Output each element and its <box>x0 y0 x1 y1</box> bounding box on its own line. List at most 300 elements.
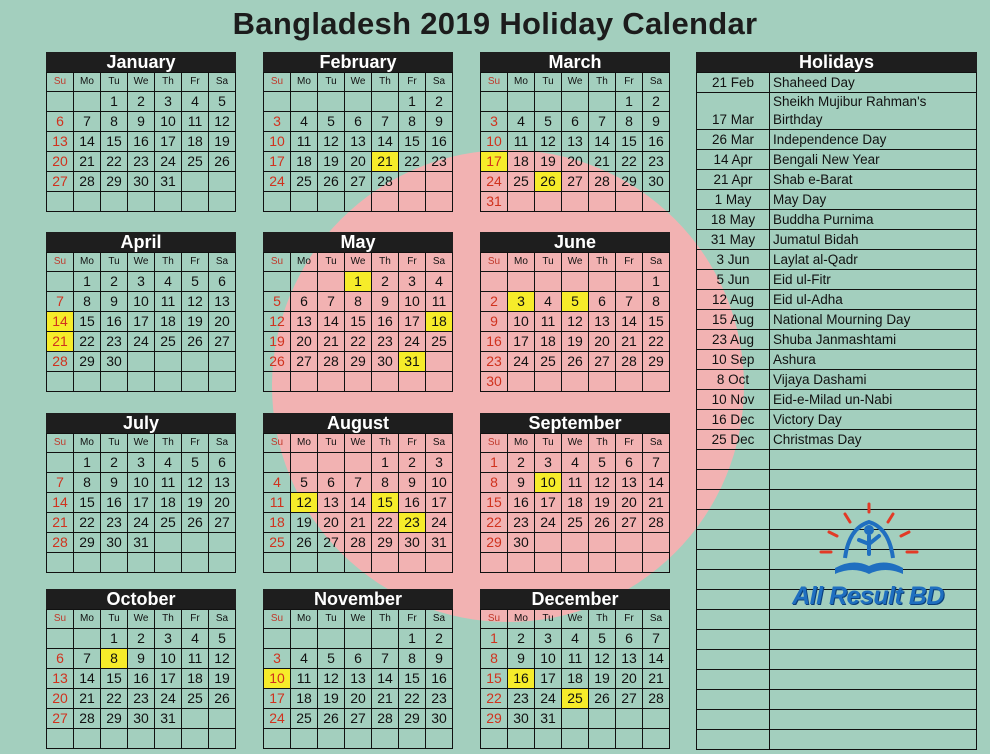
holiday-name: National Mourning Day <box>770 310 977 330</box>
date-cell: 28 <box>643 689 670 709</box>
empty-cell <box>589 372 616 392</box>
empty-cell <box>291 453 318 473</box>
empty-cell <box>535 192 562 212</box>
date-cell: 16 <box>101 312 128 332</box>
date-cell: 9 <box>481 312 508 332</box>
date-cell: 30 <box>101 533 128 553</box>
empty-cell <box>74 372 101 392</box>
date-cell: 6 <box>589 292 616 312</box>
date-cell: 21 <box>372 689 399 709</box>
holiday-date-cell: 25 <box>562 689 589 709</box>
date-cell: 6 <box>291 292 318 312</box>
date-cell: 15 <box>481 493 508 513</box>
date-cell: 21 <box>643 669 670 689</box>
date-cell: 18 <box>155 493 182 513</box>
holiday-date-cell: 17 <box>481 152 508 172</box>
date-cell: 24 <box>264 709 291 729</box>
day-name: Sa <box>426 610 453 629</box>
date-cell: 7 <box>47 473 74 493</box>
date-cell: 23 <box>643 152 670 172</box>
day-name: We <box>128 434 155 453</box>
day-name: Fr <box>182 253 209 272</box>
empty-cell <box>643 553 670 573</box>
date-cell: 14 <box>616 312 643 332</box>
month-title: July <box>46 413 236 433</box>
empty-cell <box>155 553 182 573</box>
day-name: Tu <box>318 253 345 272</box>
date-cell: 20 <box>47 152 74 172</box>
date-cell: 11 <box>535 312 562 332</box>
empty-cell <box>372 372 399 392</box>
empty-cell <box>128 553 155 573</box>
date-cell: 16 <box>101 493 128 513</box>
empty-cell <box>481 272 508 292</box>
empty-cell <box>562 709 589 729</box>
date-cell: 22 <box>481 513 508 533</box>
holiday-date-cell: 10 <box>264 669 291 689</box>
date-cell: 21 <box>74 152 101 172</box>
holiday-date: 23 Aug <box>697 330 770 350</box>
empty-cell <box>562 729 589 749</box>
empty-cell <box>209 553 236 573</box>
day-name: Mo <box>74 253 101 272</box>
date-cell: 3 <box>535 453 562 473</box>
date-cell: 23 <box>426 689 453 709</box>
date-cell: 27 <box>616 689 643 709</box>
day-name: Mo <box>291 253 318 272</box>
empty-cell <box>101 553 128 573</box>
empty-cell <box>47 453 74 473</box>
day-name: Fr <box>399 253 426 272</box>
date-cell: 11 <box>291 132 318 152</box>
date-cell: 18 <box>291 689 318 709</box>
day-name: Mo <box>508 253 535 272</box>
holidays-table <box>696 72 977 750</box>
empty-cell <box>182 729 209 749</box>
date-cell: 14 <box>643 649 670 669</box>
day-name: Su <box>264 610 291 629</box>
day-name: Tu <box>101 434 128 453</box>
day-name: Su <box>47 253 74 272</box>
empty-cell <box>209 352 236 372</box>
empty-cell <box>643 372 670 392</box>
date-cell: 16 <box>399 493 426 513</box>
day-name: Th <box>589 253 616 272</box>
holiday-row <box>697 93 977 130</box>
date-cell: 16 <box>128 132 155 152</box>
empty-cell <box>128 352 155 372</box>
date-cell: 4 <box>535 292 562 312</box>
date-cell: 28 <box>47 533 74 553</box>
month-grid <box>47 73 236 212</box>
date-cell: 7 <box>47 292 74 312</box>
date-cell: 26 <box>318 709 345 729</box>
date-cell: 22 <box>101 689 128 709</box>
day-name: Th <box>372 73 399 92</box>
day-name: Su <box>47 610 74 629</box>
date-cell: 1 <box>643 272 670 292</box>
empty-cell <box>155 372 182 392</box>
date-cell: 13 <box>318 493 345 513</box>
date-cell: 8 <box>372 473 399 493</box>
empty-cell <box>589 92 616 112</box>
empty-cell <box>291 272 318 292</box>
month-grid <box>481 610 670 749</box>
empty-cell <box>264 272 291 292</box>
date-cell: 21 <box>616 332 643 352</box>
date-cell: 25 <box>155 332 182 352</box>
date-cell: 17 <box>426 493 453 513</box>
empty-cell <box>535 272 562 292</box>
holiday-row <box>697 150 977 170</box>
date-cell: 25 <box>291 709 318 729</box>
empty-cell <box>345 629 372 649</box>
holiday-row <box>697 410 977 430</box>
date-cell: 6 <box>47 112 74 132</box>
date-cell: 28 <box>345 533 372 553</box>
empty-cell <box>209 172 236 192</box>
empty-cell <box>372 192 399 212</box>
day-name: Tu <box>318 610 345 629</box>
holiday-name: Shuba Janmashtami <box>770 330 977 350</box>
date-cell: 29 <box>643 352 670 372</box>
date-cell: 28 <box>47 352 74 372</box>
date-cell: 15 <box>345 312 372 332</box>
date-cell: 8 <box>345 292 372 312</box>
date-cell: 2 <box>128 629 155 649</box>
empty-cell <box>399 172 426 192</box>
date-cell: 25 <box>508 172 535 192</box>
holiday-name: Eid ul-Fitr <box>770 270 977 290</box>
date-cell: 14 <box>345 493 372 513</box>
holiday-blank-row <box>697 470 977 490</box>
day-name: Su <box>47 434 74 453</box>
date-cell: 17 <box>128 493 155 513</box>
date-cell: 25 <box>291 172 318 192</box>
day-name: We <box>562 610 589 629</box>
date-cell: 14 <box>47 493 74 513</box>
holiday-row <box>697 250 977 270</box>
date-cell: 20 <box>47 689 74 709</box>
date-cell: 28 <box>318 352 345 372</box>
empty-cell <box>47 372 74 392</box>
date-cell: 5 <box>291 473 318 493</box>
date-cell: 2 <box>508 453 535 473</box>
holiday-date-cell: 5 <box>562 292 589 312</box>
date-cell: 7 <box>372 649 399 669</box>
holiday-name: Laylat al-Qadr <box>770 250 977 270</box>
date-cell: 20 <box>589 332 616 352</box>
empty-cell <box>74 192 101 212</box>
day-name: Th <box>589 73 616 92</box>
date-cell: 22 <box>643 332 670 352</box>
date-cell: 21 <box>318 332 345 352</box>
date-cell: 15 <box>481 669 508 689</box>
empty-cell <box>291 553 318 573</box>
date-cell: 27 <box>318 533 345 553</box>
holiday-name: Independence Day <box>770 130 977 150</box>
empty-cell <box>426 372 453 392</box>
date-cell: 28 <box>74 709 101 729</box>
date-cell: 22 <box>101 152 128 172</box>
date-cell: 9 <box>399 473 426 493</box>
day-name: We <box>562 73 589 92</box>
empty-cell <box>345 192 372 212</box>
date-cell: 31 <box>128 533 155 553</box>
date-cell: 14 <box>643 473 670 493</box>
holiday-date: 15 Aug <box>697 310 770 330</box>
empty-cell <box>399 372 426 392</box>
holiday-date-cell: 1 <box>345 272 372 292</box>
date-cell: 2 <box>643 92 670 112</box>
date-cell: 29 <box>399 709 426 729</box>
date-cell: 1 <box>399 92 426 112</box>
day-name: Mo <box>508 73 535 92</box>
holiday-name: Christmas Day <box>770 430 977 450</box>
date-cell: 15 <box>399 669 426 689</box>
holiday-row <box>697 170 977 190</box>
date-cell: 5 <box>182 453 209 473</box>
date-cell: 6 <box>47 649 74 669</box>
date-cell: 25 <box>562 513 589 533</box>
holiday-row <box>697 230 977 250</box>
month-title: March <box>480 52 670 72</box>
holiday-date: 5 Jun <box>697 270 770 290</box>
date-cell: 30 <box>101 352 128 372</box>
date-cell: 3 <box>264 649 291 669</box>
date-cell: 1 <box>101 629 128 649</box>
empty-cell <box>291 729 318 749</box>
date-cell: 27 <box>47 172 74 192</box>
month-grid <box>264 73 453 212</box>
day-name: Fr <box>182 73 209 92</box>
date-cell: 16 <box>481 332 508 352</box>
date-cell: 5 <box>589 453 616 473</box>
date-cell: 7 <box>318 292 345 312</box>
empty-cell <box>264 372 291 392</box>
holiday-name: Vijaya Dashami <box>770 370 977 390</box>
day-name: Fr <box>182 434 209 453</box>
empty-cell <box>47 92 74 112</box>
holiday-row <box>697 290 977 310</box>
date-cell: 2 <box>508 629 535 649</box>
day-name: Th <box>589 610 616 629</box>
holiday-row <box>697 390 977 410</box>
date-cell: 4 <box>426 272 453 292</box>
date-cell: 2 <box>101 272 128 292</box>
date-cell: 28 <box>616 352 643 372</box>
month-grid <box>264 434 453 573</box>
date-cell: 11 <box>291 669 318 689</box>
date-cell: 7 <box>74 649 101 669</box>
date-cell: 15 <box>616 132 643 152</box>
month-may <box>263 232 453 392</box>
date-cell: 12 <box>318 132 345 152</box>
day-name: Tu <box>535 610 562 629</box>
date-cell: 22 <box>74 332 101 352</box>
holiday-row <box>697 210 977 230</box>
empty-cell <box>562 272 589 292</box>
date-cell: 9 <box>128 112 155 132</box>
day-name: Fr <box>182 610 209 629</box>
date-cell: 29 <box>74 352 101 372</box>
holiday-date-cell: 14 <box>47 312 74 332</box>
empty-cell <box>182 553 209 573</box>
holiday-name: Bengali New Year <box>770 150 977 170</box>
date-cell: 14 <box>589 132 616 152</box>
empty-cell <box>426 352 453 372</box>
date-cell: 11 <box>264 493 291 513</box>
date-cell: 13 <box>616 473 643 493</box>
day-name: Fr <box>399 434 426 453</box>
date-cell: 30 <box>481 372 508 392</box>
date-cell: 31 <box>155 172 182 192</box>
date-cell: 20 <box>291 332 318 352</box>
date-cell: 21 <box>643 493 670 513</box>
date-cell: 22 <box>481 689 508 709</box>
empty-cell <box>101 372 128 392</box>
date-cell: 18 <box>562 493 589 513</box>
day-name: We <box>562 253 589 272</box>
empty-cell <box>562 533 589 553</box>
empty-cell <box>128 192 155 212</box>
date-cell: 7 <box>589 112 616 132</box>
day-name: Sa <box>643 73 670 92</box>
empty-cell <box>399 192 426 212</box>
date-cell: 11 <box>562 649 589 669</box>
date-cell: 9 <box>101 292 128 312</box>
empty-cell <box>47 729 74 749</box>
day-name: Su <box>481 73 508 92</box>
date-cell: 16 <box>426 669 453 689</box>
date-cell: 13 <box>209 292 236 312</box>
empty-cell <box>345 372 372 392</box>
empty-cell <box>589 553 616 573</box>
empty-cell <box>264 192 291 212</box>
date-cell: 12 <box>182 473 209 493</box>
date-cell: 20 <box>318 513 345 533</box>
date-cell: 23 <box>372 332 399 352</box>
date-cell: 13 <box>345 669 372 689</box>
date-cell: 23 <box>481 352 508 372</box>
date-cell: 17 <box>399 312 426 332</box>
date-cell: 25 <box>426 332 453 352</box>
date-cell: 12 <box>562 312 589 332</box>
date-cell: 18 <box>155 312 182 332</box>
day-name: Su <box>264 434 291 453</box>
date-cell: 4 <box>562 629 589 649</box>
month-december <box>480 589 670 749</box>
date-cell: 2 <box>101 453 128 473</box>
holidays-header: Holidays <box>696 52 977 72</box>
date-cell: 14 <box>74 132 101 152</box>
date-cell: 13 <box>209 473 236 493</box>
date-cell: 4 <box>155 272 182 292</box>
holiday-row <box>697 270 977 290</box>
date-cell: 14 <box>318 312 345 332</box>
holiday-blank-row <box>697 630 977 650</box>
date-cell: 24 <box>399 332 426 352</box>
day-name: Th <box>372 434 399 453</box>
date-cell: 3 <box>128 272 155 292</box>
empty-cell <box>155 352 182 372</box>
empty-cell <box>209 533 236 553</box>
date-cell: 14 <box>372 669 399 689</box>
empty-cell <box>372 729 399 749</box>
date-cell: 10 <box>426 473 453 493</box>
holiday-date-cell: 21 <box>47 332 74 352</box>
date-cell: 7 <box>372 112 399 132</box>
empty-cell <box>318 453 345 473</box>
date-cell: 17 <box>508 332 535 352</box>
date-cell: 2 <box>481 292 508 312</box>
date-cell: 19 <box>318 689 345 709</box>
date-cell: 6 <box>616 453 643 473</box>
date-cell: 8 <box>74 473 101 493</box>
date-cell: 18 <box>182 132 209 152</box>
date-cell: 10 <box>155 649 182 669</box>
day-name: Tu <box>101 73 128 92</box>
day-name: Mo <box>291 73 318 92</box>
date-cell: 20 <box>616 493 643 513</box>
date-cell: 30 <box>128 172 155 192</box>
month-title: September <box>480 413 670 433</box>
day-name: Th <box>155 253 182 272</box>
holiday-name: Buddha Purnima <box>770 210 977 230</box>
empty-cell <box>426 192 453 212</box>
date-cell: 23 <box>128 689 155 709</box>
date-cell: 29 <box>101 709 128 729</box>
holiday-date-cell: 8 <box>101 649 128 669</box>
date-cell: 20 <box>209 493 236 513</box>
date-cell: 16 <box>426 132 453 152</box>
date-cell: 7 <box>643 453 670 473</box>
holiday-row <box>697 350 977 370</box>
empty-cell <box>481 553 508 573</box>
holiday-date-cell: 26 <box>535 172 562 192</box>
empty-cell <box>643 709 670 729</box>
date-cell: 28 <box>589 172 616 192</box>
month-september <box>480 413 670 573</box>
day-name: Tu <box>101 253 128 272</box>
empty-cell <box>508 553 535 573</box>
holiday-date: 14 Apr <box>697 150 770 170</box>
date-cell: 17 <box>128 312 155 332</box>
empty-cell <box>291 92 318 112</box>
empty-cell <box>426 553 453 573</box>
date-cell: 27 <box>209 332 236 352</box>
empty-cell <box>155 533 182 553</box>
holiday-date-cell: 21 <box>372 152 399 172</box>
empty-cell <box>209 709 236 729</box>
empty-cell <box>643 192 670 212</box>
date-cell: 5 <box>318 649 345 669</box>
empty-cell <box>182 533 209 553</box>
date-cell: 30 <box>508 709 535 729</box>
date-cell: 24 <box>128 513 155 533</box>
date-cell: 24 <box>155 152 182 172</box>
date-cell: 21 <box>47 513 74 533</box>
date-cell: 30 <box>372 352 399 372</box>
date-cell: 18 <box>182 669 209 689</box>
empty-cell <box>264 729 291 749</box>
date-cell: 17 <box>155 132 182 152</box>
holiday-date: 16 Dec <box>697 410 770 430</box>
day-name: We <box>345 73 372 92</box>
day-name: Sa <box>209 610 236 629</box>
date-cell: 28 <box>372 172 399 192</box>
empty-cell <box>264 92 291 112</box>
